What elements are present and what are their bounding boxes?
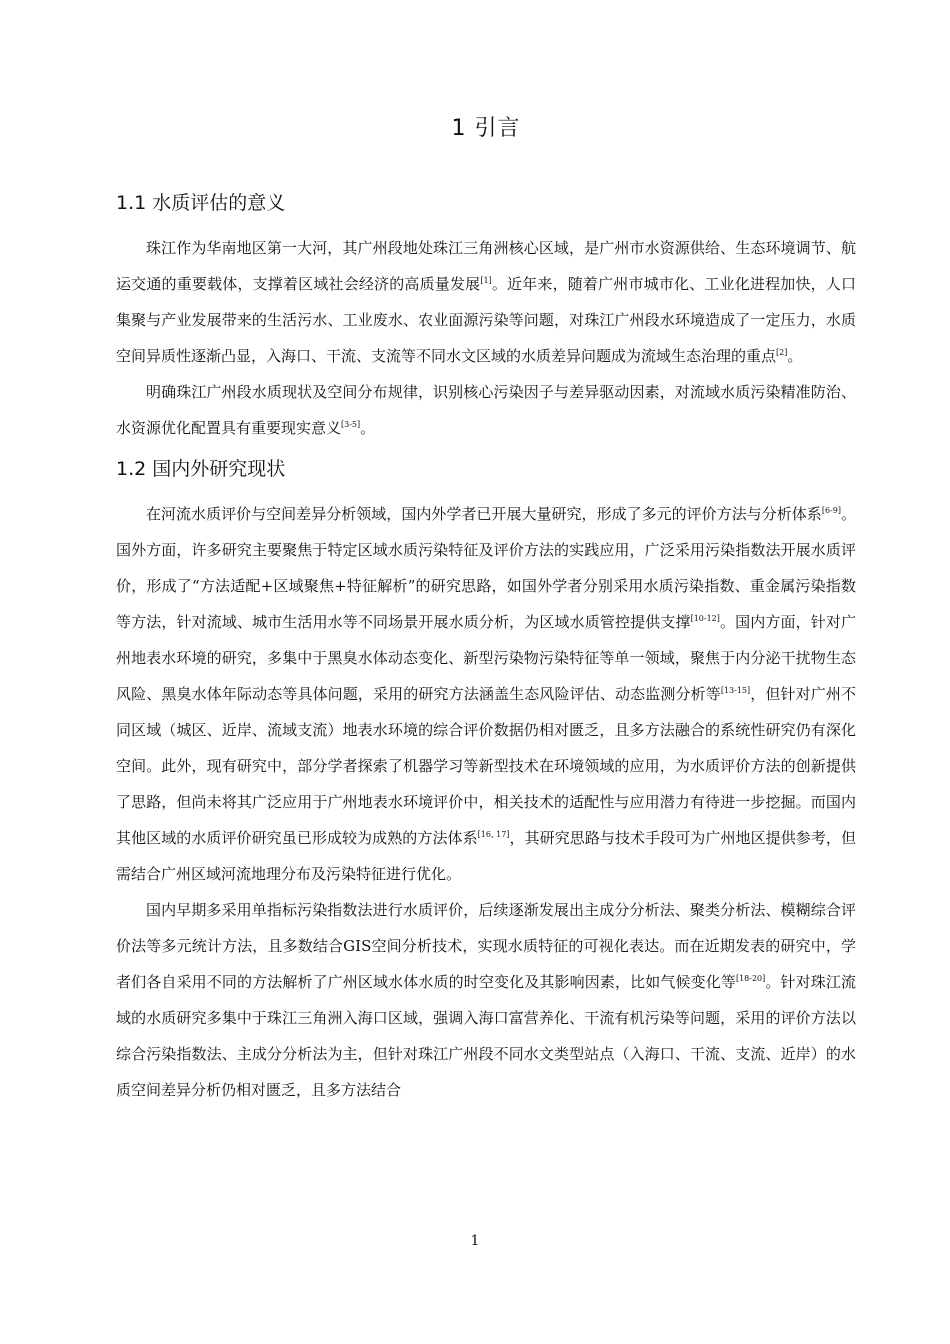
sections-container [116, 188, 856, 1108]
citation-superscript: [16, 17] [477, 830, 510, 839]
citation-superscript: [10-12] [690, 614, 720, 623]
paragraph-text: 。 [360, 419, 376, 437]
citation-superscript: [18-20] [735, 974, 766, 983]
body-paragraph [116, 892, 856, 1108]
paragraph-text: 。针对珠江流域的水质研究多集中于珠江三角洲入海口区域，强调入海口富营养化、干流有机污染等问题，采用的评价方法以综合污染指数法、主成分分析法为主，但针对珠江广州段不同水文类型站点（入海口、干流、支流、近岸）的水质空间差异分析仍相对匮乏，且多方法结合 [116, 973, 856, 1099]
citation-superscript: [1] [480, 276, 492, 285]
body-paragraph [116, 230, 856, 374]
paragraph-text: 珠江作为华南地区第一大河，其广州段地处珠江三角洲核心区域，是广州市水资源供给、生态环境调节、航运交通的重要载体，支撑着区域社会经济的高质量发展 [116, 239, 856, 293]
paragraph-text: 国内早期多采用单指标污染指数法进行水质评价，后续逐渐发展出主成分分析法、聚类分析法、模糊综合评价法等多元统计方法，且多数结合GIS空间分析技术，实现水质特征的可视化表达。而在近期发表的研究中，学者们各自采用不同的方法解析了广州区域水体水质的时空变化及其影响因素，比如气候变化等 [116, 901, 856, 991]
citation-superscript: [2] [776, 348, 788, 357]
paragraph-text: ，但针对广州不同区域（城区、近岸、流域支流）地表水环境的综合评价数据仍相对匮乏，且多方法融合的系统性研究仍有深化空间。此外，现有研究中，部分学者探索了机器学习等新型技术在环境领域的应用，为水质评价方法的创新提供了思路，但尚未将其广泛应用于广州地表水环境评价中，相关技术的适配性与应用潜力有待进一步挖掘。而国内其他区域的水质评价研究虽已形成较为成熟的方法体系 [116, 685, 856, 847]
body-paragraph [116, 374, 856, 446]
paragraph-text: ，其研究思路与技术手段可为广州地区提供参考，但需结合广州区域河流地理分布及污染特征进行优化。 [116, 829, 856, 883]
page-content [116, 112, 856, 1108]
chapter-title: 1 引言 [451, 116, 521, 141]
citation-superscript: [13-15] [720, 686, 751, 695]
citation-superscript: [6-9] [821, 506, 841, 515]
body-paragraph [116, 496, 856, 892]
paragraph-text: 。国外方面，许多研究主要聚焦于特定区域水质污染特征及评价方法的实践应用，广泛采用污染指数法开展水质评价，形成了“方法适配+区域聚焦+特征解析”的研究思路，如国外学者分别采用水质污染指数、重金属污染指数等方法，针对流域、城市生活用水等不同场景开展水质分析，为区域水质管控提供支撑 [116, 505, 856, 631]
section-heading: 1.1 水质评估的意义 [116, 192, 286, 214]
citation-superscript: [3-5] [341, 420, 361, 429]
paragraph-text: 。近年来，随着广州市城市化、工业化进程加快，人口集聚与产业发展带来的生活污水、工业废水、农业面源污染等问题，对珠江广州段水环境造成了一定压力，水质空间异质性逐渐凸显，入海口、干流、支流等不同水文区域的水质差异问题成为流域生态治理的重点 [116, 275, 856, 365]
paragraph-text: 。 [787, 347, 803, 365]
page-number: 1 [470, 1233, 480, 1249]
paragraph-text: 在河流水质评价与空间差异分析领域，国内外学者已开展大量研究，形成了多元的评价方法与分析体系 [146, 505, 822, 523]
section-heading: 1.2 国内外研究现状 [116, 458, 286, 480]
paragraph-text: 明确珠江广州段水质现状及空间分布规律，识别核心污染因子与差异驱动因素，对流域水质污染精准防治、水资源优化配置具有重要现实意义 [116, 383, 856, 437]
paragraph-text: 。国内方面，针对广州地表水环境的研究，多集中于黑臭水体动态变化、新型污染物污染特征等单一领域，聚焦于内分泌干扰物生态风险、黑臭水体年际动态等具体问题，采用的研究方法涵盖生态风险评估、动态监测分析等 [116, 613, 856, 703]
